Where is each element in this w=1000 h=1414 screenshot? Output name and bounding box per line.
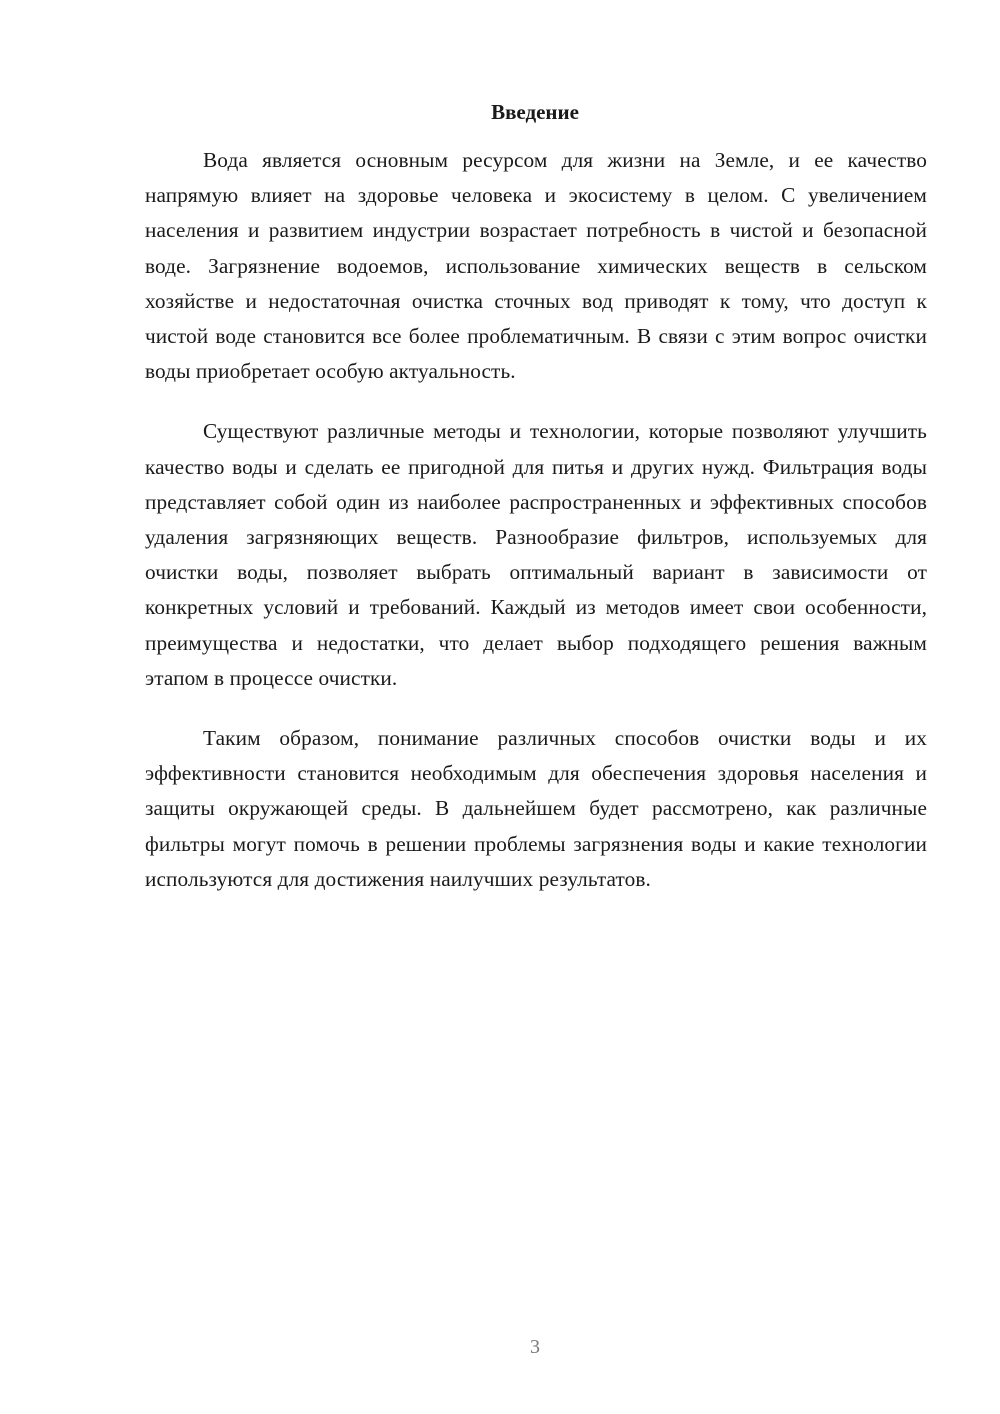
- section-title: Введение: [491, 100, 579, 124]
- page-number: 3: [530, 1336, 540, 1358]
- paragraph-3: Таким образом, понимание различных способов очистки воды и их эффективности становится необходимым для обеспечения здоровья населения и защиты окружающей среды. В дальнейшем будет рассмотрено, как различные фильтры могут помочь в решении проблемы загрязнения воды и какие технологии используются для достижения наилучших результатов.: [145, 726, 927, 891]
- body-text: [145, 143, 927, 922]
- paragraph-2: Существуют различные методы и технологии, которые позволяют улучшить качество воды и сделать ее пригодной для питья и других нужд. Фильтрация воды представляет собой один из наиболее распространенных и эффективных способов удаления загрязняющих веществ. Разнообразие фильтров, используемых для очистки воды, позволяет выбрать оптимальный вариант в зависимости от конкретных условий и требований. Каждый из методов имеет свои особенности, преимущества и недостатки, что делает выбор подходящего решения важным этапом в процессе очистки.: [145, 419, 927, 690]
- paragraph-1: Вода является основным ресурсом для жизни на Земле, и ее качество напрямую влияет на здоровье человека и экосистему в целом. С увеличением населения и развитием индустрии возрастает потребность в чистой и безопасной воде. Загрязнение водоемов, использование химических веществ в сельском хозяйстве и недостаточная очистка сточных вод приводят к тому, что доступ к чистой воде становится все более проблематичным. В связи с этим вопрос очистки воды приобретает особую актуальность.: [145, 148, 927, 384]
